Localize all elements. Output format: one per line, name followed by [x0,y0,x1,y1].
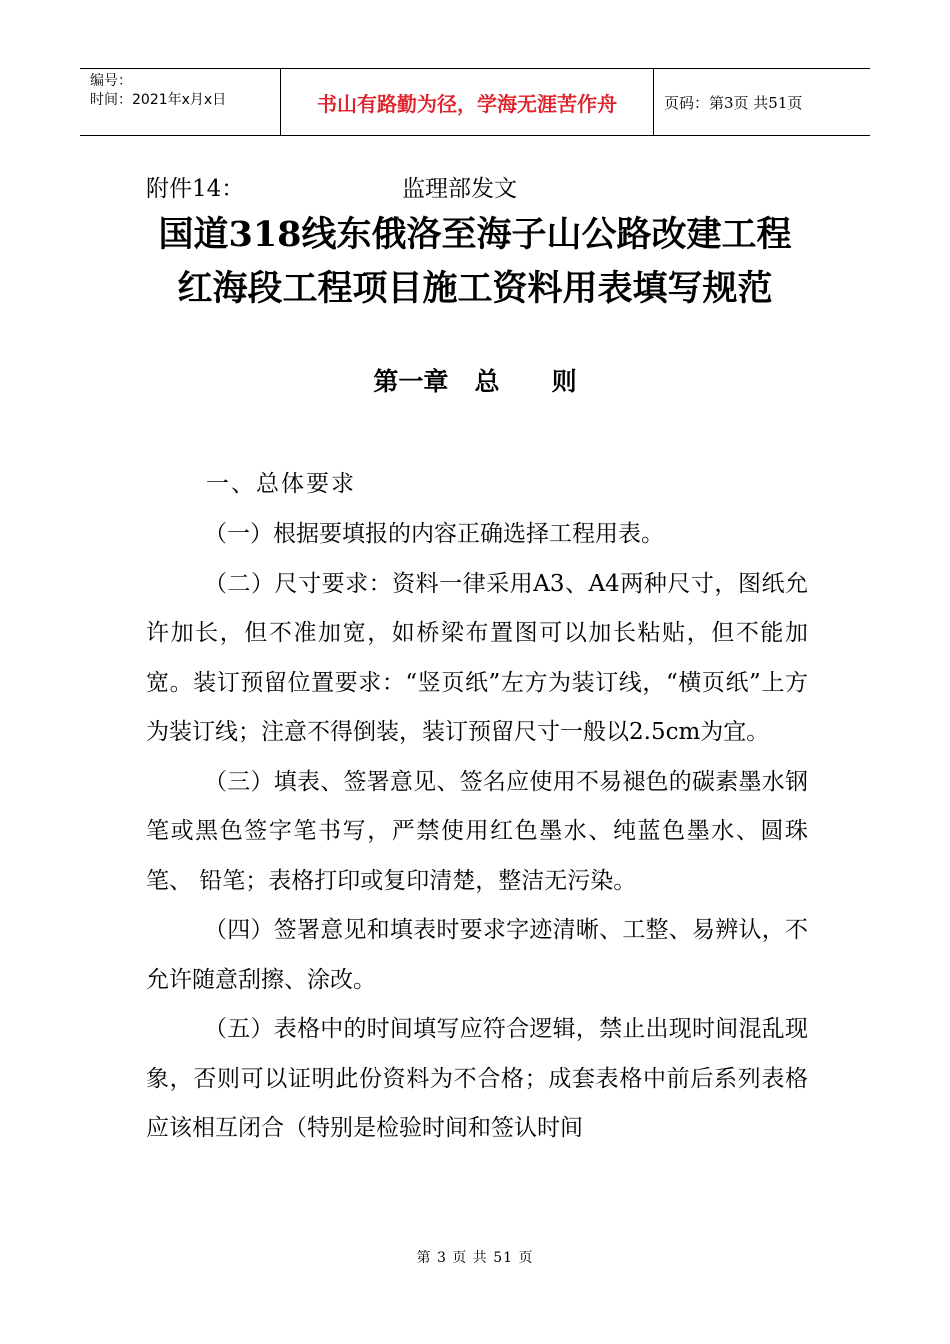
section-heading: 一、总体要求 [206,471,356,497]
page-header [80,68,870,136]
issuer-label: 监理部发文 [402,176,517,202]
time-label: 时间：2021年x月x日 [90,92,227,108]
page-footer: 第 3 页 共 51 页 [416,1250,534,1266]
header-motto: 书山有路勤为径，学海无涯苦作舟 [281,69,654,135]
paragraph-1: （一）根据要填报的内容正确选择工程用表。 [204,521,664,547]
header-page-info: 页码：第3页 共51页 [664,93,803,112]
paragraph-2: （二）尺寸要求：资料一律采用A3、A4两种尺寸，图纸允许加长，但不准加宽，如桥梁布置图可以加长粘贴，但不能加宽。装订预留位置要求：“竖页纸”左方为装订线，“横页纸”上方为装订线；注意不得倒装，装订预留尺寸一般以2.5cm为宜。 [146,570,808,745]
attachment-line [146,170,517,203]
chapter-heading: 第一章 总 则 [373,367,577,396]
attachment-label: 附件14： [146,176,245,202]
body-text [146,510,808,1154]
paragraph-5: （五）表格中的时间填写应符合逻辑，禁止出现时间混乱现象，否则可以证明此份资料为不合格；成套表格中前后系列表格应该相互闭合（特别是检验时间和签认时间 [146,1016,808,1141]
header-meta [80,69,281,135]
paragraph-4: （四）签署意见和填表时要求字迹清晰、工整、易辨认，不允许随意刮擦、涂改。 [146,917,808,993]
number-label: 编号： [90,73,132,89]
paragraph-3: （三）填表、签署意见、签名应使用不易褪色的碳素墨水钢笔或黑色签字笔书写，严禁使用红色墨水、纯蓝色墨水、圆珠笔、 铅笔；表格打印或复印清楚，整洁无污染。 [146,768,808,894]
document-title-line1: 国道318线东俄洛至海子山公路改建工程 [158,214,792,255]
document-title-line2: 红海段工程项目施工资料用表填写规范 [177,268,773,309]
